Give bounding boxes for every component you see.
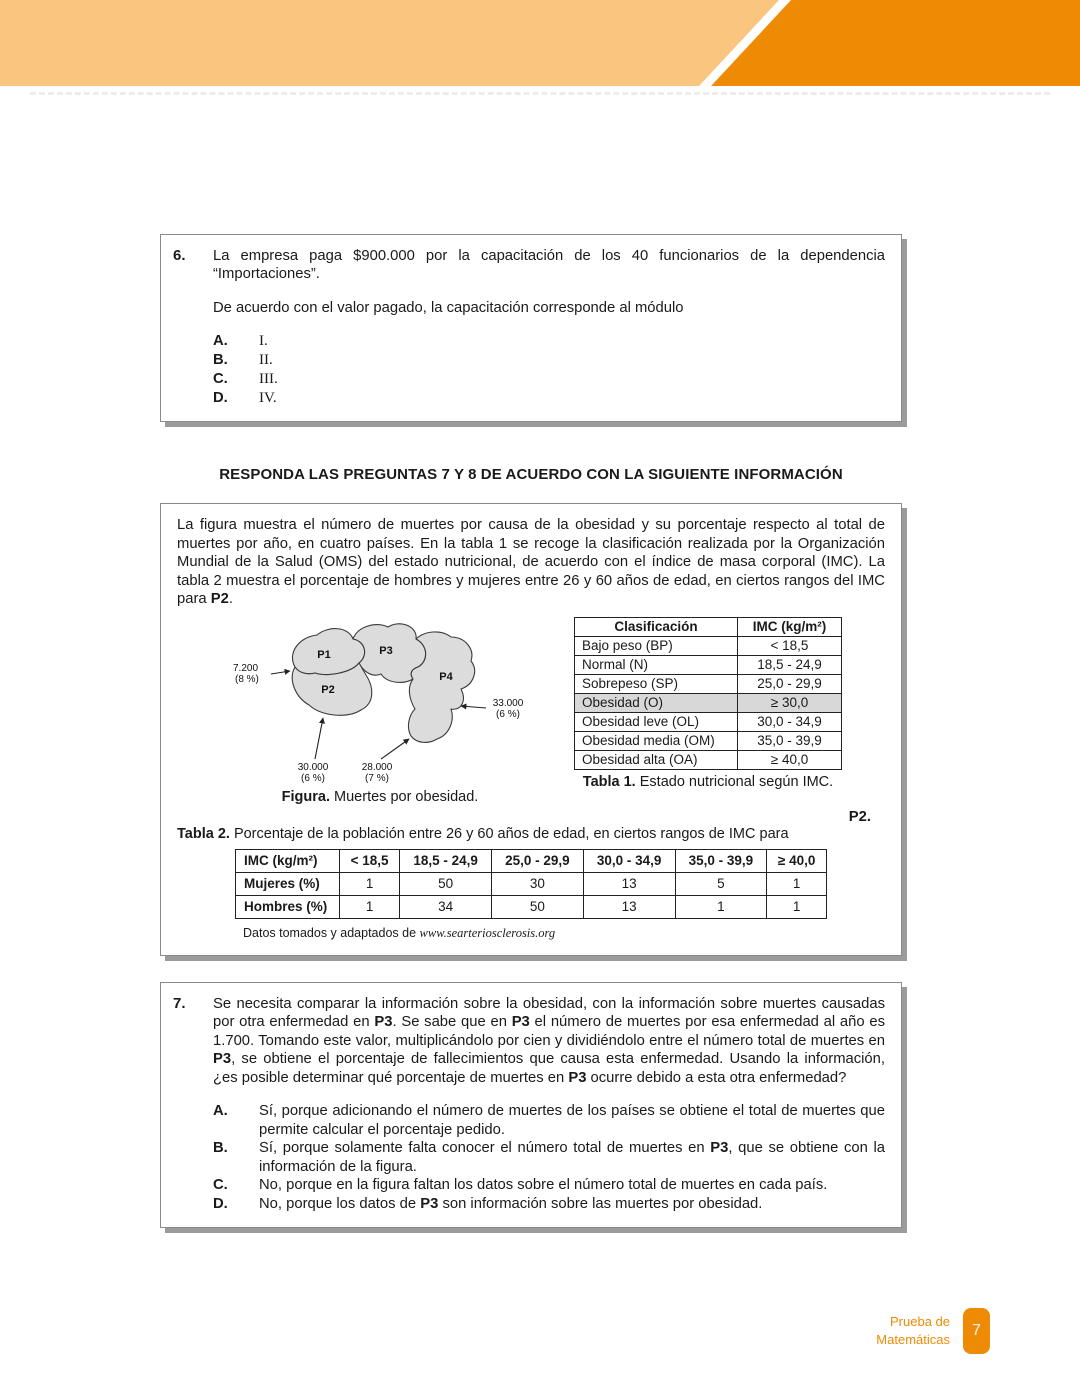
table-1-column [574, 617, 842, 790]
cell-label: Obesidad (O) [575, 693, 738, 712]
table-row [575, 674, 842, 693]
question-6-box [160, 234, 902, 422]
option-a[interactable] [213, 332, 885, 351]
question-7-statement: Se necesita comparar la información sobre la obesidad, con la información sobre muertes causadas por otra enfermedad en P3. Se sabe que en P3 el número de muertes por esa enfermedad al año es 1.700. Tomando este valor, multiplicándolo por cien y dividiéndolo entre el número total de muertes en P3, se obtiene el porcentaje de fallecimientos que causa esta enfermedad. Usando la información, ¿es posible determinar qué porcentaje de muertes en P3 ocurre debido a esta otra enfermedad? [213, 995, 885, 1086]
data-source-note [243, 926, 885, 941]
page-number-badge [963, 1308, 990, 1354]
cell-label: Normal (N) [575, 655, 738, 674]
cell-range: 18,5 - 24,9 [738, 655, 842, 674]
table2-header: 35,0 - 39,9 [675, 849, 767, 872]
test-name-line2: Matemáticas [876, 1332, 950, 1347]
annotation-p1-percent: (8 %) [235, 673, 259, 685]
map-label-p2: P2 [321, 683, 335, 696]
cell-value: 50 [400, 872, 492, 895]
cell-range: 25,0 - 29,9 [738, 674, 842, 693]
option-letter: D. [213, 389, 228, 406]
map-label-p4: P4 [439, 670, 453, 683]
test-name-label [876, 1313, 950, 1348]
table-row [575, 712, 842, 731]
cell-value: 1 [340, 872, 400, 895]
table-row [575, 731, 842, 750]
cell-range: ≥ 30,0 [738, 693, 842, 712]
option-d[interactable] [213, 389, 885, 408]
figure-caption: Figura. Muertes por obesidad. [281, 788, 479, 805]
question-6-options [213, 332, 885, 407]
option-letter: C. [213, 1177, 228, 1194]
option-b[interactable] [213, 351, 885, 370]
option-text: No, porque en la figura faltan los datos sobre el número total de muertes en cada país. [259, 1177, 828, 1194]
option-text: IV. [259, 389, 277, 406]
cell-label: Obesidad media (OM) [575, 731, 738, 750]
table-2 [235, 849, 827, 919]
table2-header-imc: IMC (kg/m²) [236, 849, 340, 872]
page-number: 7 [972, 1322, 981, 1339]
option-text: Sí, porque adicionando el número de muertes de los países se obtiene el total de muertes que permite calcular el porcentaje pedido. [259, 1103, 885, 1138]
cell-range: 30,0 - 34,9 [738, 712, 842, 731]
question-7-box [160, 982, 902, 1228]
map-label-p3: P3 [379, 644, 393, 657]
table2-header: 30,0 - 34,9 [583, 849, 675, 872]
info-box [160, 503, 902, 955]
footer [876, 1308, 990, 1354]
option-text: II. [259, 352, 273, 369]
question-6-prompt: De acuerdo con el valor pagado, la capacitación corresponde al módulo [213, 299, 684, 316]
banner [0, 0, 1080, 86]
table-2-caption-overflow: P2. [848, 808, 871, 825]
cell-value: 5 [675, 872, 767, 895]
table-row [575, 750, 842, 769]
row-label: Hombres (%) [236, 895, 340, 918]
cell-range: ≥ 40,0 [738, 750, 842, 769]
question-6-number: 6. [173, 247, 186, 264]
option-text: Sí, porque solamente falta conocer el número total de muertes en P3, que se obtiene con la información de la figura. [259, 1140, 885, 1175]
option-letter: C. [213, 370, 228, 387]
deaths-map-figure [220, 617, 540, 805]
cell-value: 34 [400, 895, 492, 918]
cell-value: 1 [767, 895, 827, 918]
option-c[interactable] [213, 1176, 885, 1194]
option-text: III. [259, 370, 278, 387]
table2-header: < 18,5 [340, 849, 400, 872]
option-letter: A. [213, 333, 228, 350]
table-row-highlighted [575, 693, 842, 712]
option-letter: A. [213, 1103, 228, 1120]
cell-label: Obesidad alta (OA) [575, 750, 738, 769]
annotation-p2-percent: (6 %) [301, 772, 325, 784]
table-2-caption: Tabla 2. Porcentaje de la población entre 26 y 60 años de edad, en ciertos rangos de IMC para [177, 825, 789, 842]
option-d[interactable] [213, 1195, 885, 1213]
page-content [160, 86, 902, 1228]
section-instruction-heading: RESPONDA LAS PREGUNTAS 7 Y 8 DE ACUERDO CON LA SIGUIENTE INFORMACIÓN [219, 466, 843, 484]
cell-label: Sobrepeso (SP) [575, 674, 738, 693]
map-figure-svg [225, 617, 535, 785]
table2-header: 25,0 - 29,9 [492, 849, 584, 872]
cell-value: 30 [492, 872, 584, 895]
question-6-statement: La empresa paga $900.000 por la capacitación de los 40 funcionarios de la dependencia “Importaciones”. [213, 248, 885, 283]
cell-value: 13 [583, 872, 675, 895]
table1-header-clasificacion: Clasificación [575, 617, 738, 636]
table2-header: 18,5 - 24,9 [400, 849, 492, 872]
table-1-caption: Tabla 1. Estado nutricional según IMC. [582, 773, 834, 790]
option-c[interactable] [213, 370, 885, 389]
figure-and-table1-row [177, 617, 885, 805]
option-b[interactable] [213, 1139, 885, 1176]
table-row [575, 655, 842, 674]
annotation-p4-value: 33.000 [492, 697, 524, 709]
cell-label: Obesidad leve (OL) [575, 712, 738, 731]
option-text: No, porque los datos de P3 son información sobre las muertes por obesidad. [259, 1195, 763, 1212]
annotation-p4-percent: (6 %) [496, 708, 520, 720]
cell-range: < 18,5 [738, 636, 842, 655]
source-url: www.searteriosclerosis.org [419, 925, 556, 940]
info-intro-paragraph: La figura muestra el número de muertes por causa de la obesidad y su porcentaje respecto al total de muertes por año, en cuatro países. En la tabla 1 se recoge la clasificación realizada por la Organización Mundial de la Salud (OMS) del estado nutricional, de acuerdo con el índice de masa corporal (IMC). La tabla 2 muestra el porcentaje de hombres y mujeres entre 26 y 60 años de edad, en ciertos rangos del IMC para P2. [177, 517, 885, 608]
option-letter: B. [213, 352, 228, 369]
annotation-center-percent: (7 %) [365, 772, 389, 784]
option-a[interactable] [213, 1102, 885, 1139]
test-name-line1: Prueba de [890, 1314, 950, 1330]
source-prefix: Datos tomados y adaptados de [243, 925, 420, 940]
cell-value: 13 [583, 895, 675, 918]
table-row [575, 636, 842, 655]
map-label-p1: P1 [317, 648, 331, 661]
row-label: Mujeres (%) [236, 872, 340, 895]
annotation-arrow [315, 718, 323, 759]
annotation-p1-value: 7.200 [233, 662, 259, 674]
cell-value: 50 [492, 895, 584, 918]
cell-value: 1 [675, 895, 767, 918]
annotation-center-value: 28.000 [361, 761, 393, 773]
table-row-hombres [236, 895, 827, 918]
table-row-mujeres [236, 872, 827, 895]
table-1 [574, 617, 842, 770]
option-text: I. [259, 333, 268, 350]
cell-value: 1 [767, 872, 827, 895]
annotation-arrow [461, 706, 486, 708]
annotation-p2-value: 30.000 [297, 761, 329, 773]
question-7-number: 7. [173, 994, 186, 1012]
question-7-options [213, 1102, 885, 1213]
table-row [236, 849, 827, 872]
table2-header: ≥ 40,0 [767, 849, 827, 872]
annotation-arrow [381, 739, 409, 759]
option-letter: D. [213, 1195, 228, 1212]
annotation-arrow [271, 671, 290, 674]
cell-value: 1 [340, 895, 400, 918]
cell-label: Bajo peso (BP) [575, 636, 738, 655]
option-letter: B. [213, 1140, 228, 1157]
table1-header-imc: IMC (kg/m²) [738, 617, 842, 636]
table-row [575, 617, 842, 636]
cell-range: 35,0 - 39,9 [738, 731, 842, 750]
